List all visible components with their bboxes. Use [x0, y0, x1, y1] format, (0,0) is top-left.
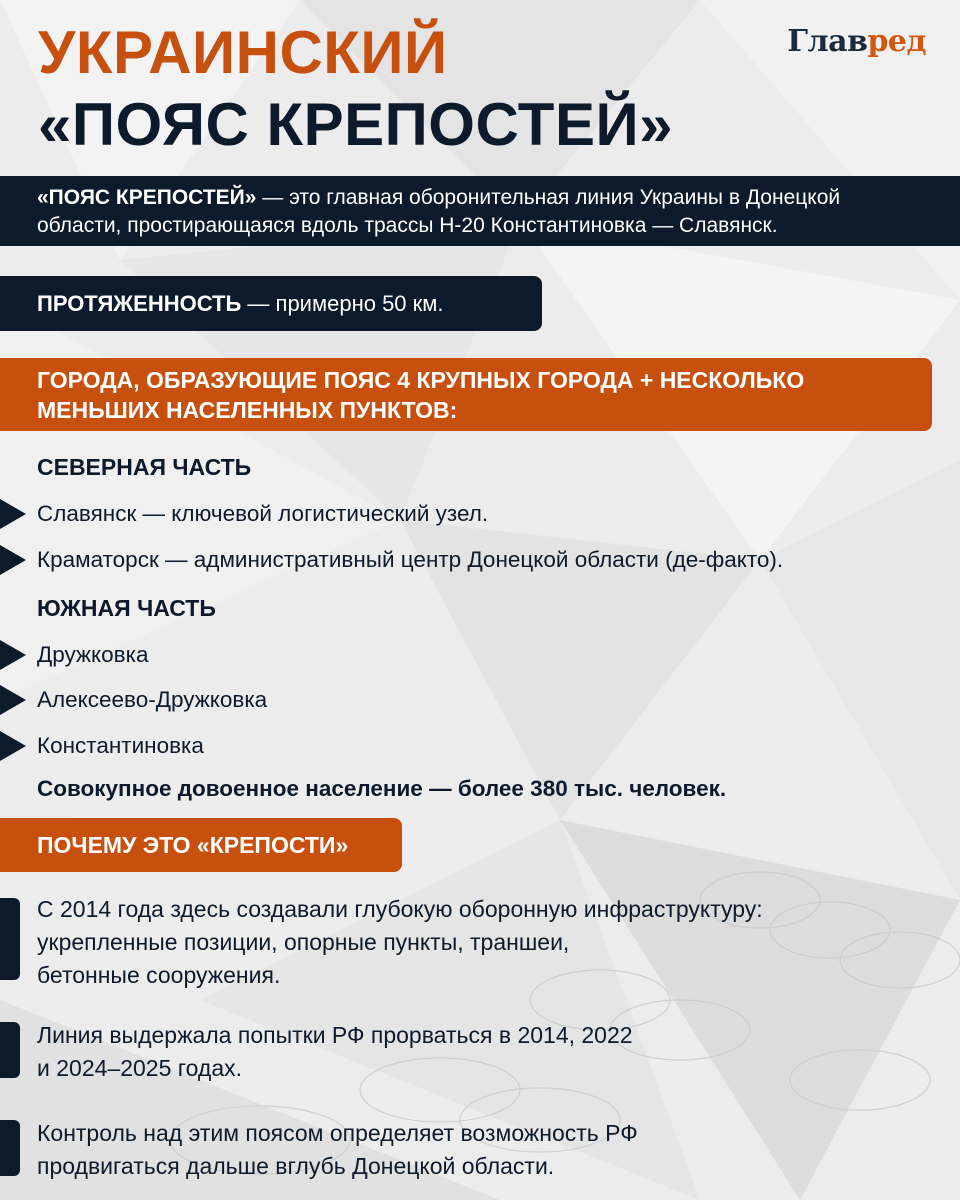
paragraph-marker: [0, 898, 20, 980]
paragraph-marker: [0, 1022, 20, 1078]
list-item: Дружковка: [37, 642, 149, 667]
title-line-2: «ПОЯС КРЕПОСТЕЙ»: [38, 91, 673, 158]
length-value: — примерно 50 км.: [241, 291, 444, 316]
cities-heading-line-1: ГОРОДА, ОБРАЗУЮЩИЕ ПОЯС 4 КРУПНЫХ ГОРОДА + НЕСКОЛЬКО: [37, 367, 805, 393]
population-note: Совокупное довоенное население — более 380 тыс. человек.: [37, 776, 727, 801]
length-label: ПРОТЯЖЕННОСТЬ: [37, 291, 242, 316]
length-box: [0, 276, 542, 331]
definition-line-2: области, простирающаяся вдоль трассы Н-20 Константиновка — Славянск.: [37, 214, 778, 237]
south-section-title: ЮЖНАЯ ЧАСТЬ: [37, 595, 216, 621]
cities-heading-line-2: МЕНЬШИХ НАСЕЛЕННЫХ ПУНКТОВ:: [37, 397, 458, 423]
bullet-arrow-icon: [0, 731, 26, 761]
definition-line-1: [37, 184, 960, 212]
why-heading: ПОЧЕМУ ЭТО «КРЕПОСТИ»: [0, 818, 402, 872]
list-item: Константиновка: [37, 733, 204, 758]
north-section-title: СЕВЕРНАЯ ЧАСТЬ: [37, 454, 252, 480]
bullet-arrow-icon: [0, 685, 26, 715]
bullet-arrow-icon: [0, 545, 26, 575]
list-item: Краматорск — административный центр Донецкой области (де-факто).: [37, 547, 784, 572]
cities-heading: [0, 358, 932, 431]
bullet-arrow-icon: [0, 640, 26, 670]
why-point: С 2014 года здесь создавали глубокую оборонную инфраструктуру: укрепленные позиции, опорные пункты, траншеи, бетонные сооружения.: [37, 896, 763, 988]
definition-term: «ПОЯС КРЕПОСТЕЙ»: [37, 186, 257, 209]
why-point: Линия выдержала попытки РФ прорваться в 2014, 2022 и 2024–2025 годах.: [37, 1022, 633, 1081]
logo-part-2: ред: [867, 24, 926, 59]
why-point: Контроль над этим поясом определяет возможность РФ продвигаться дальше вглубь Донецкой области.: [37, 1120, 638, 1179]
definition-text-1: — это главная оборонительная линия Украины в Донецкой: [256, 186, 841, 209]
list-item: Славянск — ключевой логистический узел.: [37, 501, 489, 526]
list-item: Алексеево-Дружковка: [37, 687, 268, 712]
definition-box: [0, 176, 960, 246]
glavred-logo: [787, 24, 926, 59]
bullet-arrow-icon: [0, 499, 26, 529]
title-line-1: УКРАИНСКИЙ: [38, 19, 448, 86]
logo-part-1: Глав: [787, 24, 868, 59]
paragraph-marker: [0, 1120, 20, 1176]
